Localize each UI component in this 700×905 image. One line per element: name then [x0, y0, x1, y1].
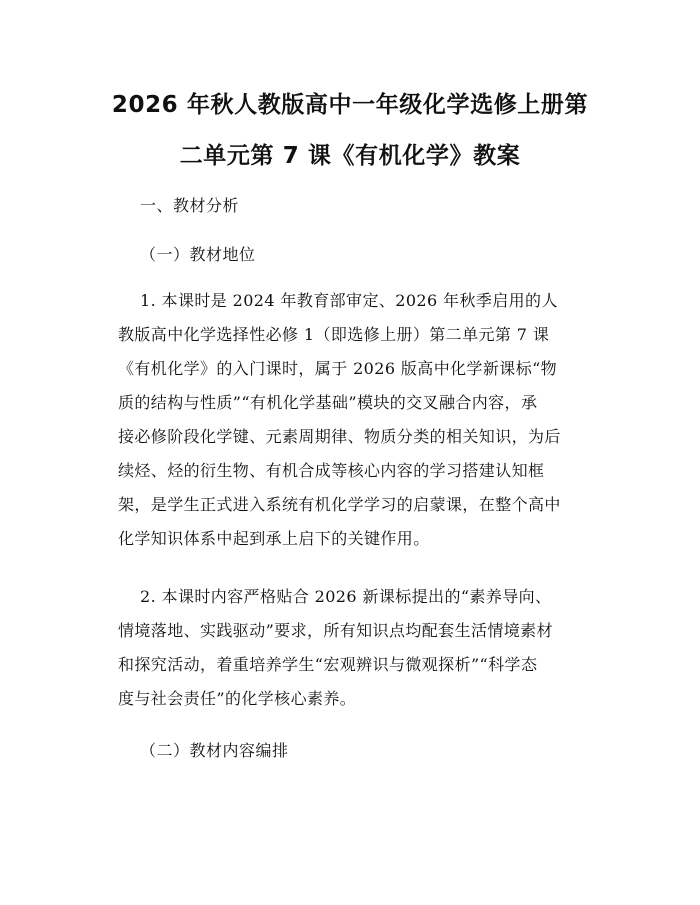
paragraph-2	[118, 580, 598, 716]
paragraph-1-line: 续烃、烃的衍生物、有机合成等核心内容的学习搭建认知框	[118, 461, 545, 480]
document-title-line-1: 2026 年秋人教版高中一年级化学选修上册第	[111, 92, 589, 118]
paragraph-1-line: 质的结构与性质”“有机化学基础”模块的交叉融合内容，承	[118, 393, 538, 412]
paragraph-2-line: 和探究活动，着重培养学生“宏观辨识与微观探析”“科学态	[118, 655, 538, 674]
subsection-heading-textbook-position: （一）教材地位	[140, 245, 256, 264]
paragraph-1-line: 教版高中化学选择性必修 1（即选修上册）第二单元第 7 课	[118, 325, 550, 344]
paragraph-2-line: 度与社会责任”的化学核心素养。	[118, 689, 357, 708]
paragraph-1	[118, 284, 598, 556]
section-heading-textbook-analysis: 一、教材分析	[140, 196, 240, 215]
paragraph-2-line: 2. 本课时内容严格贴合 2026 新课标提出的“素养导向、	[140, 587, 552, 606]
paragraph-2-line: 情境落地、实践驱动”要求，所有知识点均配套生活情境素材	[118, 621, 553, 640]
paragraph-1-line: 接必修阶段化学键、元素周期律、物质分类的相关知识，为后	[118, 427, 561, 446]
subsection-heading-content-arrangement: （二）教材内容编排	[140, 741, 289, 760]
paragraph-1-line: 架，是学生正式进入系统有机化学学习的启蒙课，在整个高中	[118, 495, 561, 514]
paragraph-1-line: 《有机化学》的入门课时，属于 2026 版高中化学新课标“物	[118, 359, 558, 378]
paragraph-1-line: 化学知识体系中起到承上启下的关键作用。	[118, 529, 430, 548]
document-title-line-2: 二单元第 7 课《有机化学》教案	[179, 143, 521, 169]
paragraph-1-line: 1. 本课时是 2024 年教育部审定、2026 年秋季启用的人	[140, 291, 558, 310]
